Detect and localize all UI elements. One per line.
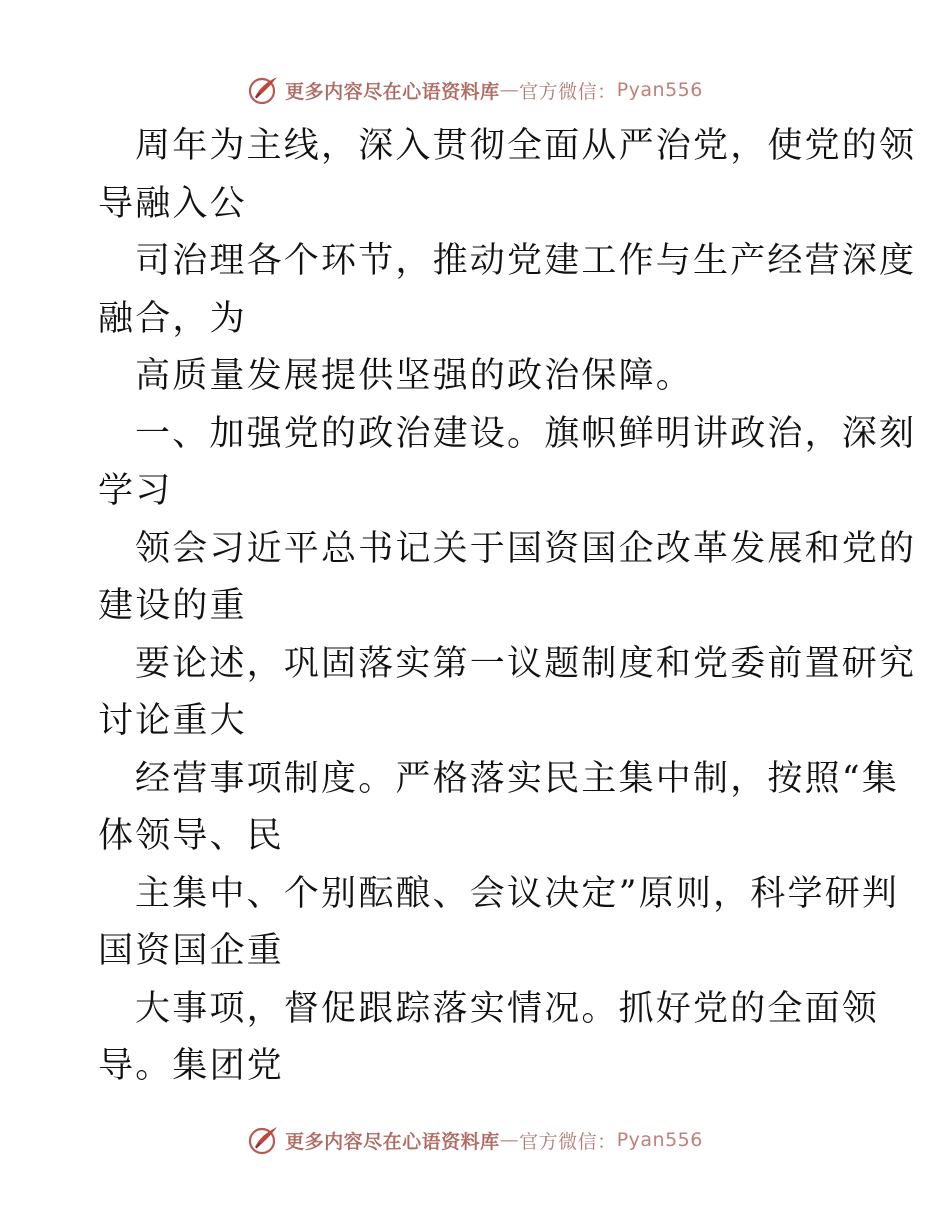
header-watermark	[0, 70, 950, 110]
text-line: 一、加强党的政治建设。旗帜鲜明讲政治，深刻	[135, 413, 917, 454]
document-body	[98, 118, 917, 1096]
text-line: 融合，为	[98, 298, 247, 339]
footer-watermark	[0, 1120, 950, 1160]
watermark-wechat-label: 官方微信：	[519, 1130, 617, 1153]
text-line: 大事项，督促跟踪落实情况。抓好党的全面领	[135, 988, 880, 1029]
text-line: 司治理各个环节，推动党建工作与生产经营深度	[135, 241, 917, 281]
text-line: 学习	[98, 471, 173, 511]
quill-logo-icon	[247, 73, 281, 107]
text-line: 周年为主线，深入贯彻全面从严治党，使党的领	[135, 126, 917, 166]
text-line: 国资国企重	[98, 931, 285, 971]
watermark-dash: —	[499, 79, 520, 101]
watermark-brand: 更多内容尽在心语资料库	[285, 80, 500, 103]
watermark-wechat-handle: Pyan556	[616, 79, 703, 101]
text-line: 高质量发展提供坚强的政治保障。	[135, 356, 694, 396]
text-line: 导。集团党	[98, 1046, 285, 1086]
watermark-wechat-handle: Pyan556	[616, 1129, 703, 1151]
text-line: 体领导、民	[98, 816, 285, 856]
text-line: 经营事项制度。严格落实民主集中制，按照“集	[135, 758, 900, 799]
text-line: 讨论重大	[98, 701, 247, 741]
quill-logo-icon	[247, 1123, 281, 1157]
text-line: 建设的重	[98, 586, 247, 626]
watermark-dash: —	[499, 1129, 520, 1151]
text-line: 领会习近平总书记关于国资国企改革发展和党的	[135, 528, 917, 569]
text-line: 导融入公	[98, 183, 247, 224]
text-line: 要论述，巩固落实第一议题制度和党委前置研究	[135, 643, 917, 684]
watermark-wechat-label: 官方微信：	[519, 80, 617, 103]
text-line: 主集中、个别酝酿、会议决定”原则，科学研判	[135, 873, 900, 914]
watermark-brand: 更多内容尽在心语资料库	[285, 1130, 500, 1153]
